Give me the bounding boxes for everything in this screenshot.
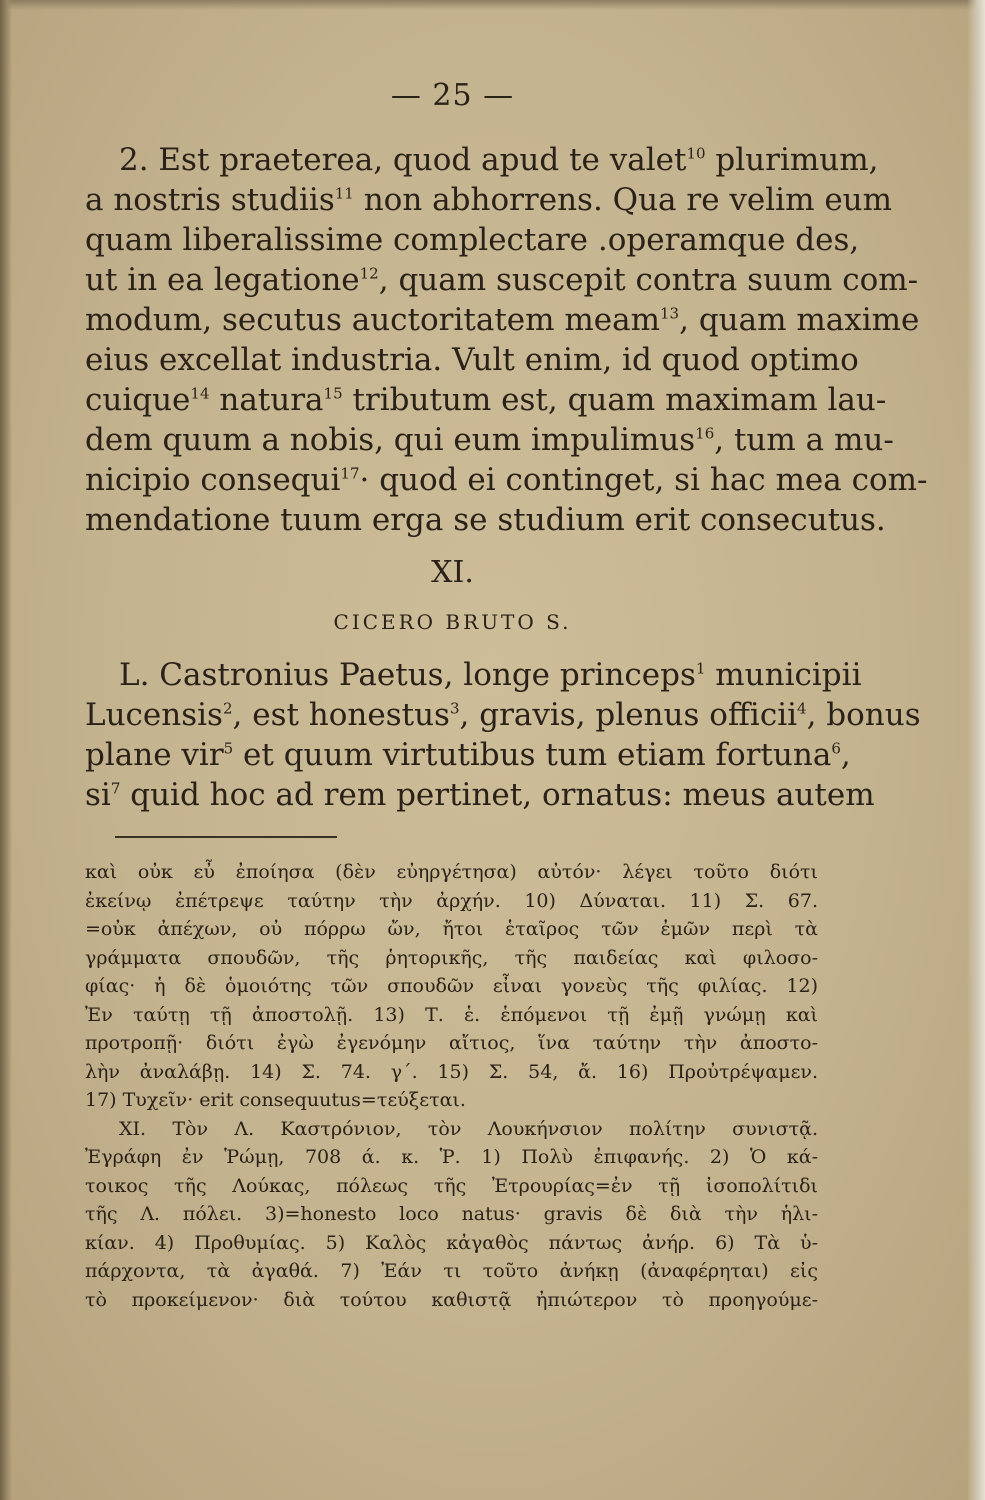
footnote-ref: 11 [334,184,354,203]
text-line: 2. Est praeterea, quod apud te valet$^{10}$ plurimum, [119,142,879,178]
text-line: eius excellat industria. Vult enim, id quod optimo [85,342,859,378]
footnote-ref: 6 [831,739,841,758]
footnote-ref: 3 [449,699,460,718]
footnote-ref: 12 [359,264,379,283]
footnotes [85,858,818,1314]
footnote-line: τοικος τῆς Λούκας, πόλεως τῆς Ἐτρουρίας=ἐν τῇ ἰσοπολίτιδι [85,1174,818,1197]
footnote-line: προτροπῇ· διότι ἐγὼ ἐγενόμην αἴτιος, ἵνα ταύτην τὴν ἀποστο- [85,1032,818,1054]
text-line: cuique$^{14}$ natura$^{15}$ tributum est, quam maximam lau- [85,382,887,418]
footnote-line: 17) Τυχεῖν· erit consequutus=τεύξεται. [85,1089,466,1111]
footnote-ref: 2 [222,699,233,718]
footnote-line: φίας· ἡ δὲ ὁμοιότης τῶν σπουδῶν εἶναι γονεὺς τῆς φιλίας. 12) [85,975,818,997]
text-line: plane vir$^5$ et quum virtutibus tum etiam fortuna$^6$, [85,737,851,773]
footnote-line: πάρχοντα, τὰ ἀγαθά. 7) Ἐάν τι τοῦτο ἀνήκῃ (ἀναφέρηται) εἰς [85,1260,818,1282]
footnote-ref: 17 [340,464,360,483]
text-line: modum, secutus auctoritatem meam$^{13}$, quam maxime [85,302,920,338]
page-top-shadow [0,0,985,10]
text-line: mendatione tuum erga se studium erit consecutus. [85,502,886,538]
footnote-ref: 13 [660,304,680,323]
text-line: a nostris studiis$^{11}$ non abhorrens. Qua re velim eum [85,182,893,218]
footnote-ref: 10 [686,144,706,163]
footnote-line: Ἐν ταύτῃ τῇ ἀποστολῇ. 13) Τ. ἑ. ἑπόμενοι τῇ ἐμῇ γνώμῃ καὶ [85,1003,818,1026]
section-number: XI. [431,555,474,590]
footnote-line: =οὐκ ἀπέχων, οὐ πόρρω ὤν, ἤτοι ἑταῖρος τῶν ἐμῶν περὶ τὰ [85,918,818,940]
text-line: quam liberalissime complectare .operamque des, [85,222,860,258]
footnote-ref: 16 [695,424,715,443]
footnote-line: γράμματα σπουδῶν, τῆς ῥητορικῆς, τῆς παιδείας καὶ φιλοσο- [85,946,818,969]
footnote-line: XI. Τὸν Λ. Καστρόνιον, τὸν Λουκήνσιον πολίτην συνιστᾷ. [119,1117,818,1140]
footnote-ref: 15 [323,384,343,403]
footnote-ref: 14 [190,384,210,403]
letter-xi-text [85,655,921,815]
footnote-ref: 4 [797,699,807,718]
page-number: — 25 — [390,78,515,113]
footnote-line: τῆς Λ. πόλει. 3)=honesto loco natus· gravis δὲ διὰ τὴν ἡλι- [85,1203,818,1225]
text-line: L. Castronius Paetus, longe princeps$^1$ municipii [119,657,862,693]
text-line: Lucensis$^2$, est honestus$^3$, gravis, plenus officii$^4$, bonus [85,697,921,733]
text-line: dem quum a nobis, qui eum impulimus$^{16}$, tum a mu- [85,422,894,458]
footnote-line: ἐκείνῳ ἐπέτρεψε ταύτην τὴν ἀρχήν. 10) Δύναται. 11) Σ. 67. [85,889,818,912]
footnote-ref: 7 [110,779,121,798]
footnote-line: καὶ οὐκ εὖ ἐποίησα (δὲν εὐηργέτησα) αὐτόν· λέγει τοῦτο διότι [85,861,818,883]
footnote-divider [115,836,337,838]
paragraph-2 [85,140,928,540]
footnote-line: κίαν. 4) Προθυμίας. 5) Καλὸς κἀγαθὸς πάντως ἀνήρ. 6) Τὰ ὑ- [85,1231,818,1254]
text-line: $si^7$ quid hoc ad rem pertinet, ornatus: meus autem [85,777,875,813]
text-line: ut in ea legatione$^{12}$, quam suscepit contra suum com- [85,262,919,298]
text-line: nicipio consequi$^{17}$· quod ei continget, si hac mea com- [85,462,928,498]
page-binding-shadow [0,0,12,1500]
footnote-ref: 5 [223,739,234,758]
section-heading: CICERO BRUTO S. [333,610,572,634]
footnote-line: τὸ προκείμενον· διὰ τούτου καθιστᾷ ἠπιώτερον τὸ προηγούμε- [85,1288,818,1311]
footnote-ref: 1 [695,659,706,678]
page-right-edge [967,0,985,1500]
footnote-line: Ἐγράφη ἐν Ῥώμῃ, 708 ά. κ. Ῥ. 1) Πολὺ ἐπιφανής. 2) Ὁ κά- [85,1146,818,1168]
footnote-line: λὴν ἀναλάβῃ. 14) Σ. 74. γ΄. 15) Σ. 54, ἄ. 16) Προὐτρέψαμεν. [85,1060,818,1083]
